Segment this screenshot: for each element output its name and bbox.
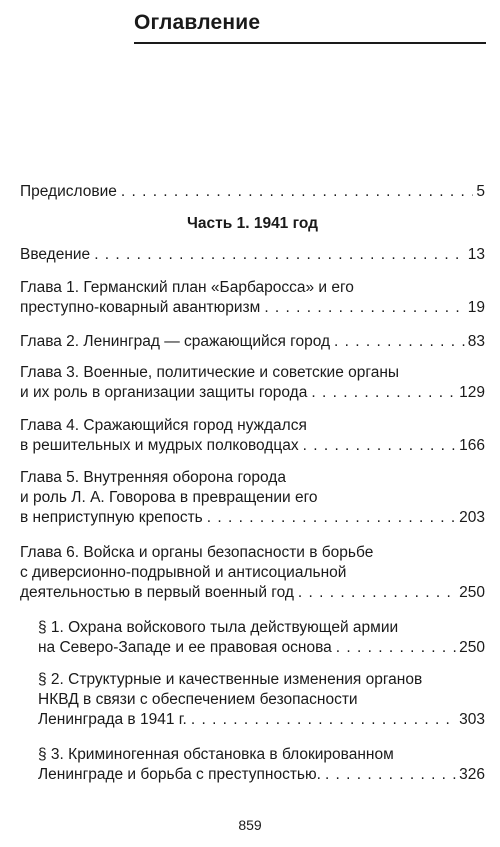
toc-entry-title: § 1. Охрана войскового тыла действующей армии bbox=[38, 619, 399, 636]
toc-entry-title: Глава 4. Сражающийся город нуждался bbox=[20, 417, 307, 434]
toc-entry-title-continued: в решительных и мудрых полководцах bbox=[20, 437, 299, 454]
toc-entry-title-continued: и роль Л. А. Говорова в превращении его bbox=[20, 489, 318, 506]
toc-page-number: 129 bbox=[459, 384, 485, 401]
toc-entry-title-continued: с диверсионно-подрывной и антисоциальной bbox=[20, 564, 347, 581]
toc-page-number: 83 bbox=[467, 333, 485, 350]
toc-entry-title-continued: и их роль в организации защиты города bbox=[20, 384, 308, 401]
toc-entry-chapter-4 bbox=[20, 416, 485, 456]
toc-entry-section-3 bbox=[38, 745, 485, 785]
toc-entry-title: Глава 5. Внутренняя оборона города bbox=[20, 469, 286, 486]
toc-entry-introduction bbox=[20, 245, 485, 265]
page-title: Оглавление bbox=[134, 10, 486, 44]
dot-leader bbox=[311, 383, 456, 403]
dot-leader bbox=[207, 508, 456, 528]
toc-entry-chapter-5 bbox=[20, 468, 485, 528]
dot-leader bbox=[94, 245, 465, 265]
dot-leader bbox=[264, 298, 464, 318]
toc-page-number: 203 bbox=[459, 509, 485, 526]
toc-entry-title: Глава 2. Ленинград — сражающийся город bbox=[20, 333, 331, 350]
dot-leader bbox=[191, 710, 456, 730]
toc-entry-title: Введение bbox=[20, 246, 91, 263]
part-heading: Часть 1. 1941 год bbox=[187, 215, 318, 232]
toc-entry-chapter-1 bbox=[20, 278, 485, 318]
toc-page-number: 166 bbox=[459, 437, 485, 454]
toc-entry-section-2 bbox=[38, 670, 485, 730]
toc-page-number: 13 bbox=[467, 246, 485, 263]
toc-entry-chapter-6 bbox=[20, 543, 485, 603]
toc-entry-preface bbox=[20, 182, 485, 202]
toc-page-number: 326 bbox=[459, 766, 485, 783]
dot-leader bbox=[334, 332, 465, 352]
toc-entry-chapter-2 bbox=[20, 332, 485, 352]
toc-entry-title-continued: НКВД в связи с обеспечением безопасности bbox=[38, 691, 358, 708]
toc-entry-title-continued: в неприступную крепость bbox=[20, 509, 203, 526]
toc-page-number: 5 bbox=[476, 183, 485, 200]
toc-entry-title-continued: деятельностью в первый военный год bbox=[20, 584, 294, 601]
toc-entry-title-continued: преступно-коварный авантюризм bbox=[20, 299, 261, 316]
toc-entry-section-1 bbox=[38, 618, 485, 658]
toc-page-number: 250 bbox=[459, 584, 485, 601]
toc-entry-title: Глава 6. Войска и органы безопасности в борьбе bbox=[20, 544, 374, 561]
dot-leader bbox=[336, 638, 456, 658]
dot-leader bbox=[303, 436, 457, 456]
dot-leader bbox=[121, 182, 474, 202]
toc-page-number: 19 bbox=[467, 299, 485, 316]
toc-entry-title: Предисловие bbox=[20, 183, 117, 200]
page-number: 859 bbox=[238, 817, 262, 833]
toc-entry-title: Глава 1. Германский план «Барбаросса» и его bbox=[20, 279, 354, 296]
toc-entry-title-continued: Ленинграде и борьба с преступностью. bbox=[38, 766, 321, 783]
toc-entry-title-continued: на Северо-Западе и ее правовая основа bbox=[38, 639, 332, 656]
toc-entry-chapter-3 bbox=[20, 363, 485, 403]
toc-entry-title-continued: Ленинграда в 1941 г. bbox=[38, 711, 187, 728]
toc-entry-title: § 2. Структурные и качественные изменения органов bbox=[38, 671, 423, 688]
toc-page-number: 250 bbox=[459, 639, 485, 656]
toc-entry-title: Глава 3. Военные, политические и советские органы bbox=[20, 364, 400, 381]
dot-leader bbox=[325, 765, 456, 785]
dot-leader bbox=[298, 583, 456, 603]
toc-page-number: 303 bbox=[459, 711, 485, 728]
toc-entry-title: § 3. Криминогенная обстановка в блокированном bbox=[38, 746, 394, 763]
